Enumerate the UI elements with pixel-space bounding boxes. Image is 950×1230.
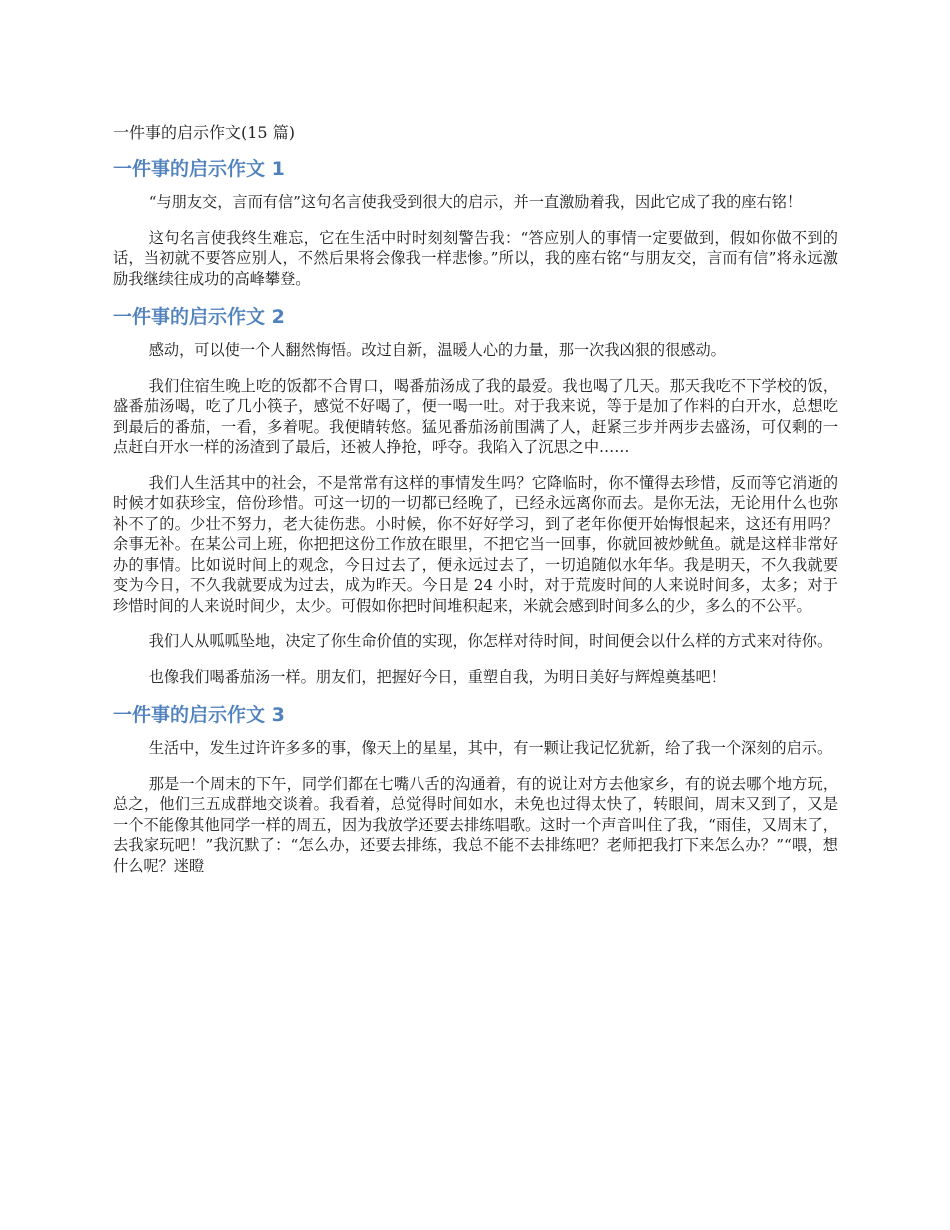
section-3 [113, 702, 838, 876]
document-title: 一件事的启示作文(15 篇) [113, 123, 295, 142]
section-1 [113, 156, 838, 289]
section-heading: 一件事的启示作文 1 [113, 158, 285, 180]
section-heading: 一件事的启示作文 2 [113, 306, 285, 328]
paragraph: 我们住宿生晚上吃的饭都不合胃口，喝番茄汤成了我的最爱。我也喝了几天。那天我吃不下学校的饭，盛番茄汤喝，吃了几小筷子，感觉不好喝了，便一喝一吐。对于我来说，等于是加了作料的白开水，总想吃到最后的番茄，一看，多着呢。我便睛转悠。猛见番茄汤前围满了人，赶紧三步并两步去盛汤，可仅剩的一点赶白开水一样的汤渣到了最后，还被人挣抢，呼夺。我陷入了沉思之中…… [113, 376, 838, 456]
paragraph: 那是一个周末的下午，同学们都在七嘴八舌的沟通着，有的说让对方去他家乡，有的说去哪个地方玩，总之，他们三五成群地交谈着。我看着，总觉得时间如水，未免也过得太快了，转眼间，周末又到了，又是一个不能像其他同学一样的周五，因为我放学还要去排练唱歌。这时一个声音叫住了我，“雨佳，又周末了，去我家玩吧！”我沉默了：“怎么办，还要去排练，我总不能不去排练吧？老师把我打下来怎么办？”“喂，想什么呢？迷瞪 [113, 774, 838, 875]
paragraph: 我们人从呱呱坠地，决定了你生命价值的实现，你怎样对待时间，时间便会以什么样的方式来对待你。 [148, 632, 833, 650]
paragraph: 也像我们喝番茄汤一样。朋友们，把握好今日，重塑自我，为明日美好与辉煌奠基吧！ [148, 667, 726, 686]
paragraph: “与朋友交，言而有信”这句名言使我受到很大的启示，并一直激励着我，因此它成了我的座右铭！ [148, 193, 803, 211]
paragraph: 感动，可以使一个人翻然悔悟。改过自新，温暖人心的力量，那一次我凶狠的很感动。 [148, 341, 726, 359]
section-heading: 一件事的启示作文 3 [113, 704, 285, 726]
paragraph: 这句名言使我终生难忘，它在生活中时时刻刻警告我：“答应别人的事情一定要做到，假如你做不到的话，当初就不要答应别人，不然后果将会像我一样悲惨。”所以，我的座右铭“与朋友交，言而有信”将永远激励我继续往成功的高峰攀登。 [113, 228, 838, 288]
section-2 [113, 304, 838, 687]
document-page [113, 122, 838, 891]
paragraph: 生活中，发生过许许多多的事，像天上的星星，其中，有一颗让我记忆犹新，给了我一个深刻的启示。 [148, 739, 833, 757]
paragraph: 我们人生活其中的社会，不是常常有这样的事情发生吗？它降临时，你不懂得去珍惜，反而等它消逝的时候才如获珍宝，倍份珍惜。可这一切的一切都已经晚了，已经永远离你而去。是你无法，无论用什么也弥补不了的。少壮不努力，老大徒伤悲。小时候，你不好好学习，到了老年你便开始悔恨起来，这还有用吗？余事无补。在某公司上班，你把把这份工作放在眼里，不把它当一回事，你就回被炒鱿鱼。就是这样非常好办的事情。比如说时间上的观念，今日过去了，便永远过去了，一切追随似水年华。我是明天，不久我就要变为今日，不久我就要成为过去，成为昨天。今日是 24 小时，对于荒废时间的人来说时间多，太多；对于珍惜时间的人来说时间少，太少。可假如你把时间堆积起来，米就会感到时间多么的少，多么的不公平。 [113, 473, 838, 615]
